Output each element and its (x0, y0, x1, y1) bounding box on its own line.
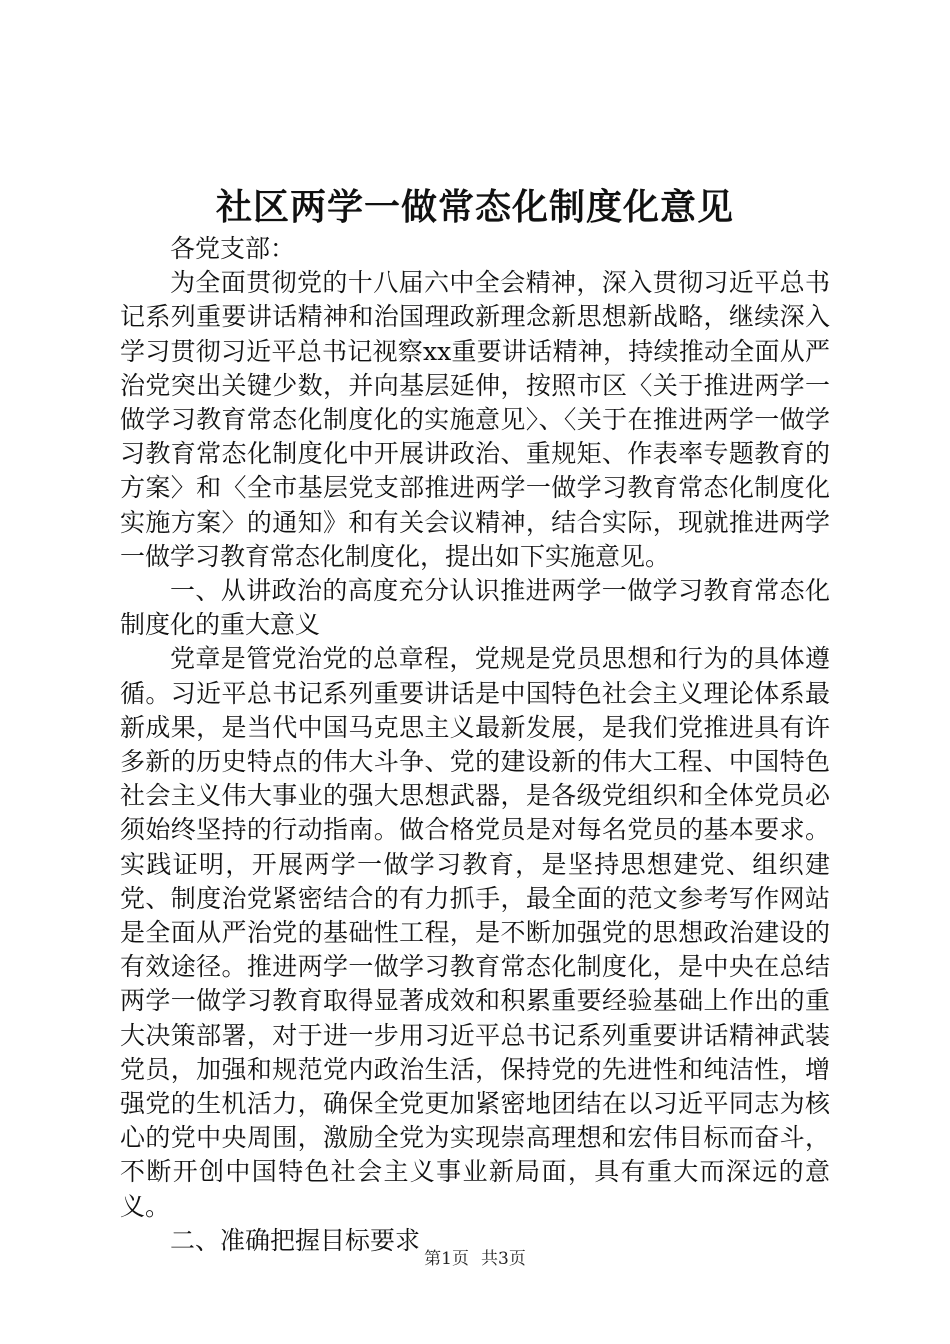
document-body (120, 232, 830, 1258)
page-title: 社区两学一做常态化制度化意见 (215, 186, 734, 228)
page-total: 共3页 (481, 1249, 526, 1269)
section-heading-2: 二、准确把握目标要求 (170, 1225, 421, 1255)
section-heading-1: 一、从讲政治的高度充分认识推进两学一做学习教育常态化制度化的重大意义 (120, 576, 830, 640)
page-number: 第1页 (424, 1249, 469, 1269)
salutation: 各党支部： (170, 234, 296, 263)
page-footer (0, 1248, 950, 1270)
paragraph-significance: 党章是管党治党的总章程，党规是党员思想和行为的具体遵循。习近平总书记系列重要讲话是中国特色社会主义理论体系最新成果，是当代中国马克思主义最新发展，是我们党推进具有许多新的历史特点的伟大斗争、党的建设新的伟大工程、中国特色社会主义伟大事业的强大思想武器，是各级党组织和全体党员必须始终坚持的行动指南。做合格党员是对每名党员的基本要求。实践证明，开展两学一做学习教育，是坚持思想建党、组织建党、制度治党紧密结合的有力抓手，最全面的范文参考写作网站是全面从严治党的基础性工程，是不断加强党的思想政治建设的有效途径。推进两学一做学习教育常态化制度化，是中央在总结两学一做学习教育取得显著成效和积累重要经验基础上作出的重大决策部署，对于进一步用习近平总书记系列重要讲话精神武装党员，加强和规范党内政治生活，保持党的先进性和纯洁性，增强党的生机活力，确保全党更加紧密地团结在以习近平同志为核心的党中央周围，激励全党为实现崇高理想和宏伟目标而奋斗，不断开创中国特色社会主义事业新局面，具有重大而深远的意义。 (120, 644, 830, 1221)
paragraph-intro: 为全面贯彻党的十八届六中全会精神，深入贯彻习近平总书记系列重要讲话精神和治国理政新理念新思想新战略，继续深入学习贯彻习近平总书记视察xx重要讲话精神，持续推动全面从严治党突出关键少数，并向基层延伸，按照市区〈关于推进两学一做学习教育常态化制度化的实施意见〉、〈关于在推进两学一做学习教育常态化制度化中开展讲政治、重规矩、作表率专题教育的方案〉和〈全市基层党支部推进两学一做学习教育常态化制度化实施方案〉的通知》和有关会议精神，结合实际，现就推进两学一做学习教育常态化制度化，提出如下实施意见。 (120, 268, 830, 571)
